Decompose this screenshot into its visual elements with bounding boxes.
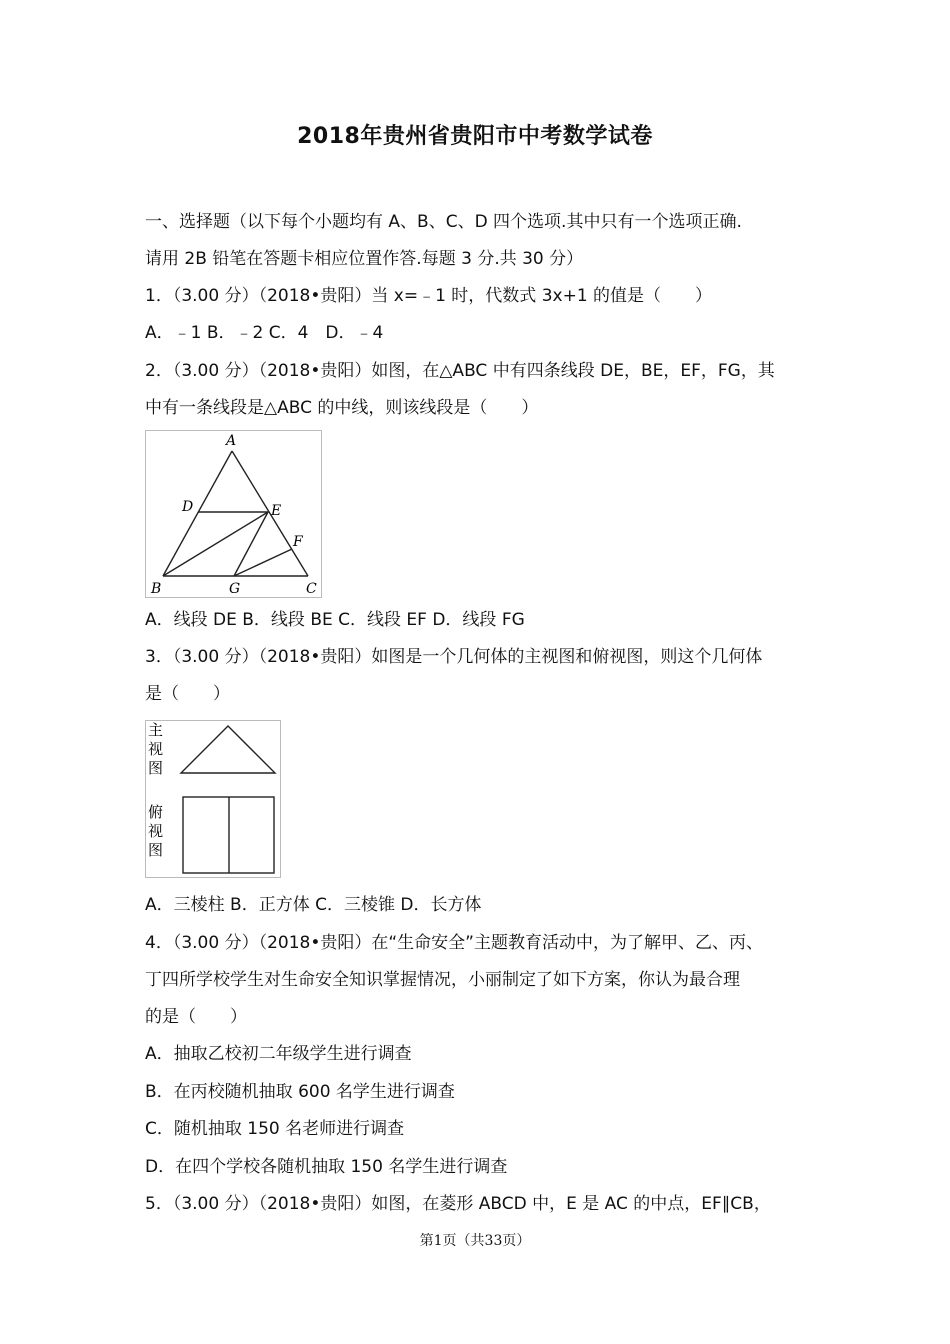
label-E: E	[271, 503, 282, 519]
section-heading-line-2: 请用 2B 铅笔在答题卡相应位置作答.每题 3 分.共 30 分）	[145, 249, 584, 269]
q4-option-b: B．在丙校随机抽取 600 名学生进行调查	[145, 1082, 455, 1102]
q4-option-d: D．在四个学校各随机抽取 150 名学生进行调查	[145, 1157, 508, 1177]
q2-stem-line-2: 中有一条线段是△ABC 的中线，则该线段是（ ）	[145, 398, 539, 418]
top-view-label-1: 俯	[148, 803, 164, 821]
q4-option-a: A．抽取乙校初二年级学生进行调查	[145, 1044, 412, 1064]
top-view-label-3: 图	[148, 841, 164, 859]
front-view-label-1: 主	[148, 721, 164, 739]
front-view-label-3: 图	[148, 759, 164, 777]
segment-BE	[163, 512, 268, 576]
q2-triangle-figure	[145, 430, 322, 598]
label-C: C	[306, 581, 317, 597]
front-view-triangle	[181, 726, 275, 773]
segment-FG	[234, 549, 292, 576]
top-view-label-2: 视	[148, 822, 164, 840]
front-view-label-2: 视	[148, 740, 164, 758]
q4-stem-line-3: 的是（ ）	[145, 1007, 247, 1027]
segment-AB	[163, 451, 232, 576]
page-footer: 第1页（共33页）	[419, 1233, 531, 1249]
page-title: 2018年贵州省贵阳市中考数学试卷	[297, 124, 653, 149]
q3-options: A．三棱柱 B．正方体 C．三棱锥 D．长方体	[145, 895, 482, 915]
q3-stem-line-2: 是（ ）	[145, 684, 230, 704]
label-G: G	[229, 581, 241, 597]
q3-views-figure	[145, 720, 281, 878]
q4-stem-line-2: 丁四所学校学生对生命安全知识掌握情况，小丽制定了如下方案，你认为最合理	[145, 970, 740, 990]
label-A: A	[226, 433, 237, 449]
q3-stem-line-1: 3．（3.00 分）（2018•贵阳）如图是一个几何体的主视图和俯视图，则这个几何体	[145, 647, 763, 667]
q2-options: A．线段 DE B．线段 BE C．线段 EF D．线段 FG	[145, 610, 525, 630]
label-F: F	[293, 534, 303, 550]
q4-stem-line-1: 4．（3.00 分）（2018•贵阳）在“生命安全”主题教育活动中，为了解甲、乙、丙、	[145, 933, 763, 953]
section-heading-line-1: 一、选择题（以下每个小题均有 A、B、C、D 四个选项.其中只有一个选项正确.	[145, 212, 742, 232]
q1-options: A．﹣1 B．﹣2 C．4 D．﹣4	[145, 323, 384, 343]
q2-stem-line-1: 2．（3.00 分）（2018•贵阳）如图，在△ABC 中有四条线段 DE，BE，EF，FG，其	[145, 361, 775, 381]
q4-option-c: C．随机抽取 150 名老师进行调查	[145, 1119, 405, 1139]
q1-stem: 1．（3.00 分）（2018•贵阳）当 x=﹣1 时，代数式 3x+1 的值是（ ）	[145, 286, 713, 306]
label-B: B	[151, 581, 162, 597]
q5-stem-line-1: 5．（3.00 分）（2018•贵阳）如图，在菱形 ABCD 中，E 是 AC 的中点，EF∥CB，	[145, 1194, 771, 1214]
label-D: D	[182, 499, 194, 515]
